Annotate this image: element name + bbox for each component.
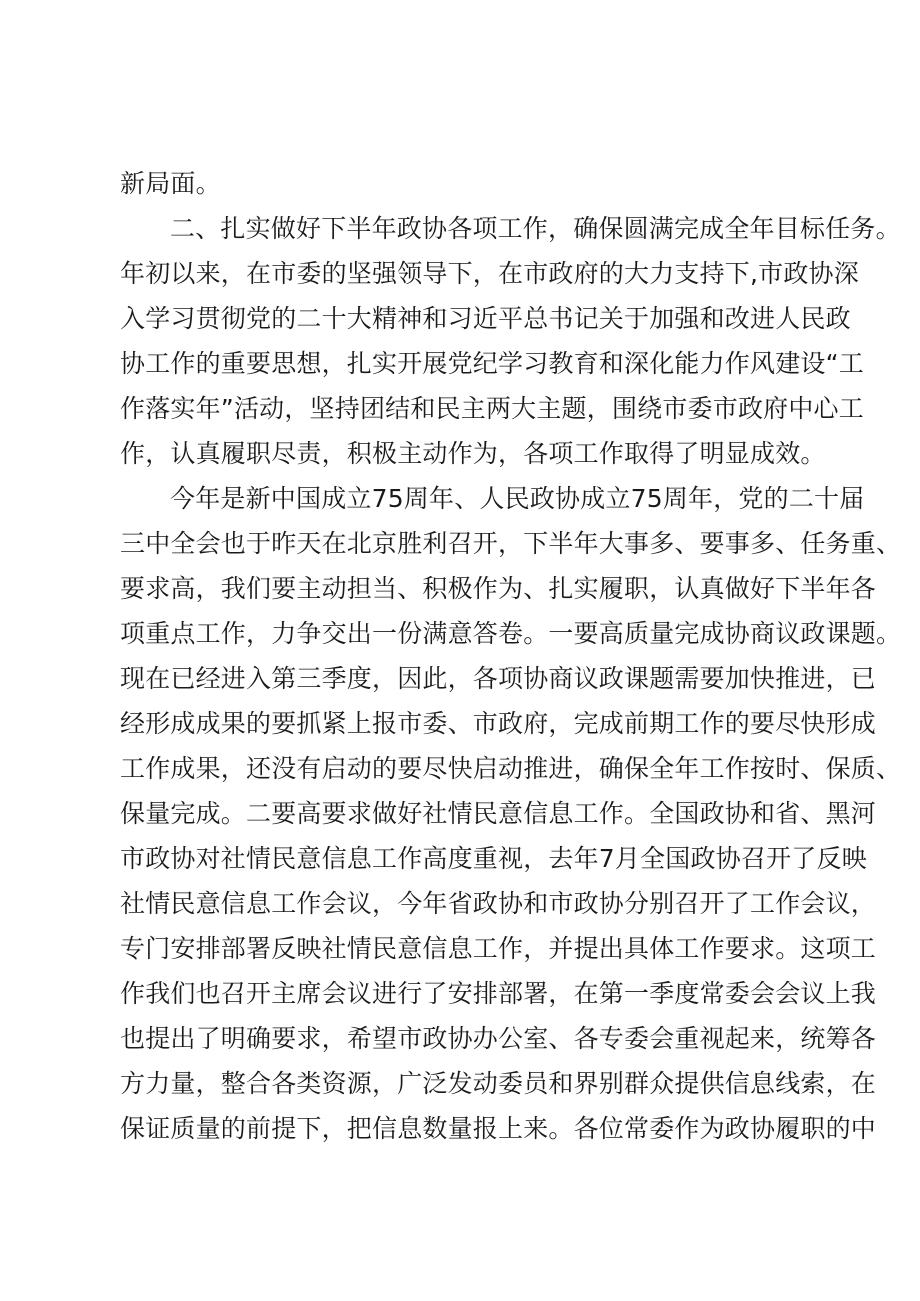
text-line: 协工作的重要思想，扎实开展党纪学习教育和深化能力作风建设“工 [120,349,864,378]
text-line: 专门安排部署反映社情民意信息工作，并提出具体工作要求。这项工 [120,934,877,963]
text-line: 保证质量的前提下，把信息数量报上来。各位常委作为政协履职的中 [120,1114,877,1143]
text-line: 保量完成。二要高要求做好社情民意信息工作。全国政协和省、黑河 [120,799,877,828]
text-line: 入学习贯彻党的二十大精神和习近平总书记关于加强和改进人民政 [120,304,851,333]
text-line: 项重点工作，力争交出一份满意答卷。一要高质量完成协商议政课题。 [120,619,902,648]
paragraph-start-line: 今年是新中国成立75周年、人民政协成立75周年，党的二十届 [170,484,865,513]
section-heading-line: 二、扎实做好下半年政协各项工作，确保圆满完成全年目标任务。 [170,214,901,243]
text-line: 作我们也召开主席会议进行了安排部署，在第一季度常委会会议上我 [120,979,877,1008]
text-line: 三中全会也于昨天在北京胜利召开，下半年大事多、要事多、任务重、 [120,529,902,558]
text-line: 新局面。 [120,169,221,198]
text-line: 作落实年”活动，坚持团结和民主两大主题，围绕市委市政府中心工 [120,394,864,423]
text-line: 现在已经进入第三季度，因此，各项协商议政课题需要加快推进，已 [120,664,877,693]
text-line: 工作成果，还没有启动的要尽快启动推进，确保全年工作按时、保质、 [120,754,902,783]
text-line: 市政协对社情民意信息工作高度重视，去年7月全国政协召开了反映 [120,844,867,873]
text-line: 经形成成果的要抓紧上报市委、市政府，完成前期工作的要尽快形成 [120,709,877,738]
text-line: 作，认真履职尽责，积极主动作为，各项工作取得了明显成效。 [120,439,826,468]
text-line: 年初以来，在市委的坚强领导下，在市政府的大力支持下,市政协深 [120,259,859,288]
text-line: 方力量，整合各类资源，广泛发动委员和界别群众提供信息线索，在 [120,1069,877,1098]
text-line: 社情民意信息工作会议，今年省政协和市政协分别召开了工作会议， [120,889,877,918]
text-line: 也提出了明确要求，希望市政协办公室、各专委会重视起来，统筹各 [120,1024,877,1053]
text-line: 要求高，我们要主动担当、积极作为、扎实履职，认真做好下半年各 [120,574,877,603]
